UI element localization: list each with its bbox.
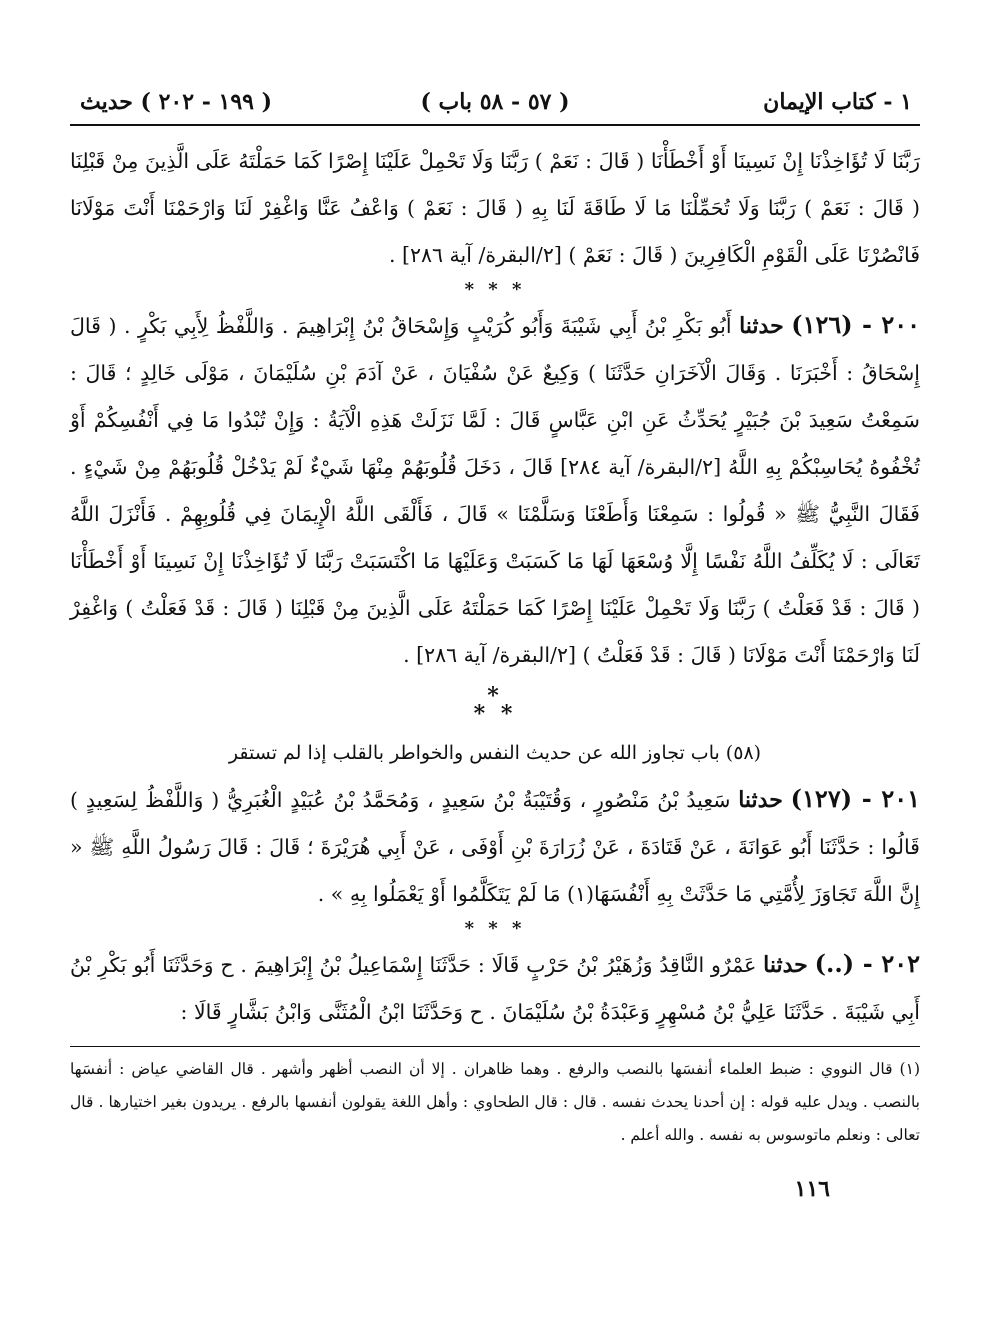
hadith-number: ٢٠١ - (١٢٧) [790, 784, 920, 813]
paragraph-verse-continuation: رَبَّنَا لَا تُؤَاخِذْنَا إِنْ نَسِينَا أَوْ أَخْطَأْنَا ( قَالَ : نَعَمْ ) رَبَّنَا وَلَا تَحْمِلْ عَلَيْنَا إِصْرًا كَمَا حَمَلْتَهُ عَلَى الَّذِينَ مِنْ قَبْلِنَا ( قَالَ : نَعَمْ ) رَبَّنَا وَلَا تُحَمِّلْنَا مَا لَا طَاقَةَ لَنَا بِهِ ( قَالَ : نَعَمْ ) وَاعْفُ عَنَّا وَاغْفِرْ لَنَا وَارْحَمْنَا أَنْتَ مَوْلَانَا فَانْصُرْنَا عَلَى الْقَوْمِ الْكَافِرِينَ ( قَالَ : نَعَمْ ) [٢/البقرة/ آية ٢٨٦] . [70, 149, 920, 267]
main-text [70, 138, 920, 1213]
separator-stars: * * * [464, 279, 526, 300]
hadith-202 [70, 940, 920, 1036]
hadith-201 [70, 775, 920, 918]
hadith-200 [70, 301, 920, 679]
hadith-lead-word: حدثنا [739, 313, 784, 339]
separator-stars: * * * [473, 683, 517, 727]
hadith-text: عَمْرٌو النَّاقِدُ وَزُهَيْرُ بْنُ حَرْبٍ قَالَا : حَدَّثَنَا إِسْمَاعِيلُ بْنُ إِبْرَاهِيمَ . ح وَحَدَّثَنَا أَبُو بَكْرِ بْنُ أَبِي شَيْبَةَ . حَدَّثَنَا عَلِيُّ بْنُ مُسْهِرٍ وَعَبْدَةُ بْنُ سُلَيْمَانَ . ح وَحَدَّثَنَا ابْنُ الْمُثَنَّى وَابْنُ بَشَّارٍ قَالَا : [70, 953, 920, 1024]
header-chapter-range: ( ٥٧ - ٥٨ باب ) [420, 89, 570, 115]
footnote: (١) قال النووي : ضبط العلماء أنفسَها بالنصب والرفع . وهما ظاهران . إلا أن النصب أظهر وأشهر . قال القاضي عياض : أنفسَها بالنصب . ويدل عليه قوله : إن أحدنا يحدث نفسه . قال : قال الطحاوي : وأهل اللغة يقولون أنفسها بالرفع . يريدون بغير اختيارها . قال تعالى : ونعلم ماتوسوس به نفسه . والله أعلم . [70, 1060, 920, 1144]
footnote-divider [70, 1046, 920, 1047]
hadith-lead-word: حدثنا [738, 787, 783, 813]
hadith-text: أَبُو بَكْرِ بْنُ أَبِي شَيْبَةَ وَأَبُو كُرَيْبٍ وَإِسْحَاقُ بْنُ إِبْرَاهِيمَ . وَاللَّفْظُ لِأَبِي بَكْرٍ . ( قَالَ إِسْحَاقُ : أَخْبَرَنَا . وَقَالَ الْآخَرَانِ حَدَّثَنَا ) وَكِيعٌ عَنْ سُفْيَانَ ، عَنْ آدَمَ بْنِ سُلَيْمَانَ ، مَوْلَى خَالِدٍ ؛ قَالَ : سَمِعْتُ سَعِيدَ بْنَ جُبَيْرٍ يُحَدِّثُ عَنِ ابْنِ عَبَّاسٍ قَالَ : لَمَّا نَزَلَتْ هَذِهِ الْآيَةُ : وَإِنْ تُبْدُوا مَا فِي أَنْفُسِكُمْ أَوْ تُخْفُوهُ يُحَاسِبْكُمْ بِهِ اللَّهُ [٢/البقرة/ آية ٢٨٤] قَالَ ، دَخَلَ قُلُوبَهُمْ مِنْهَا شَيْءٌ لَمْ يَدْخُلْ قُلُوبَهُمْ مِنْ شَيْءٍ . فَقَالَ النَّبِيُّ ﷺ « قُولُوا : سَمِعْنَا وَأَطَعْنَا وَسَلَّمْنَا » قَالَ ، فَأَلْقَى اللَّهُ الْإِيمَانَ فِي قُلُوبِهِمْ . فَأَنْزَلَ اللَّهُ تَعَالَى : لَا يُكَلِّفُ اللَّهُ نَفْسًا إِلَّا وُسْعَهَا لَهَا مَا كَسَبَتْ وَعَلَيْهَا مَا اكْتَسَبَتْ رَبَّنَا لَا تُؤَاخِذْنَا إِنْ نَسِينَا أَوْ أَخْطَأْنَا ( قَالَ : قَدْ فَعَلْتُ ) رَبَّنَا وَلَا تَحْمِلْ عَلَيْنَا إِصْرًا كَمَا حَمَلْتَهُ عَلَى الَّذِينَ مِنْ قَبْلِنَا ( قَالَ : قَدْ فَعَلْتُ ) وَاغْفِرْ لَنَا وَارْحَمْنَا أَنْتَ مَوْلَانَا ( قَالَ : قَدْ فَعَلْتُ ) [٢/البقرة/ آية ٢٨٦] . [70, 314, 920, 667]
chapter-heading: (٥٨) باب تجاوز الله عن حديث النفس والخواطر بالقلب إذا لم تستقر [228, 742, 762, 764]
running-header [70, 80, 920, 126]
hadith-number: ٢٠٠ - (١٢٦) [791, 310, 920, 339]
page-number: ١١٦ [794, 1176, 830, 1202]
header-hadith-range: ( ١٩٩ - ٢٠٢ ) حديث [80, 89, 273, 115]
separator-stars: * * * [464, 918, 526, 939]
header-book-title: ١ - كتاب الإيمان [763, 89, 912, 115]
hadith-text: سَعِيدُ بْنُ مَنْصُورٍ ، وَقُتَيْبَةُ بْنُ سَعِيدٍ ، وَمُحَمَّدُ بْنُ عُبَيْدٍ الْغُبَرِيُّ ( وَاللَّفْظُ لِسَعِيدٍ ) قَالُوا : حَدَّثَنَا أَبُو عَوَانَةَ ، عَنْ قَتَادَةَ ، عَنْ زُرَارَةَ بْنِ أَوْفَى ، عَنْ أَبِي هُرَيْرَةَ ؛ قَالَ : قَالَ رَسُولُ اللَّهِ ﷺ « إِنَّ اللَّهَ تَجَاوَزَ لِأُمَّتِي مَا حَدَّثَتْ بِهِ أَنْفُسَهَا(١) مَا لَمْ يَتَكَلَّمُوا أَوْ يَعْمَلُوا بِهِ » . [70, 788, 920, 906]
hadith-lead-word: حدثنا [763, 952, 808, 978]
hadith-number: ٢٠٢ - (..) [814, 949, 920, 978]
